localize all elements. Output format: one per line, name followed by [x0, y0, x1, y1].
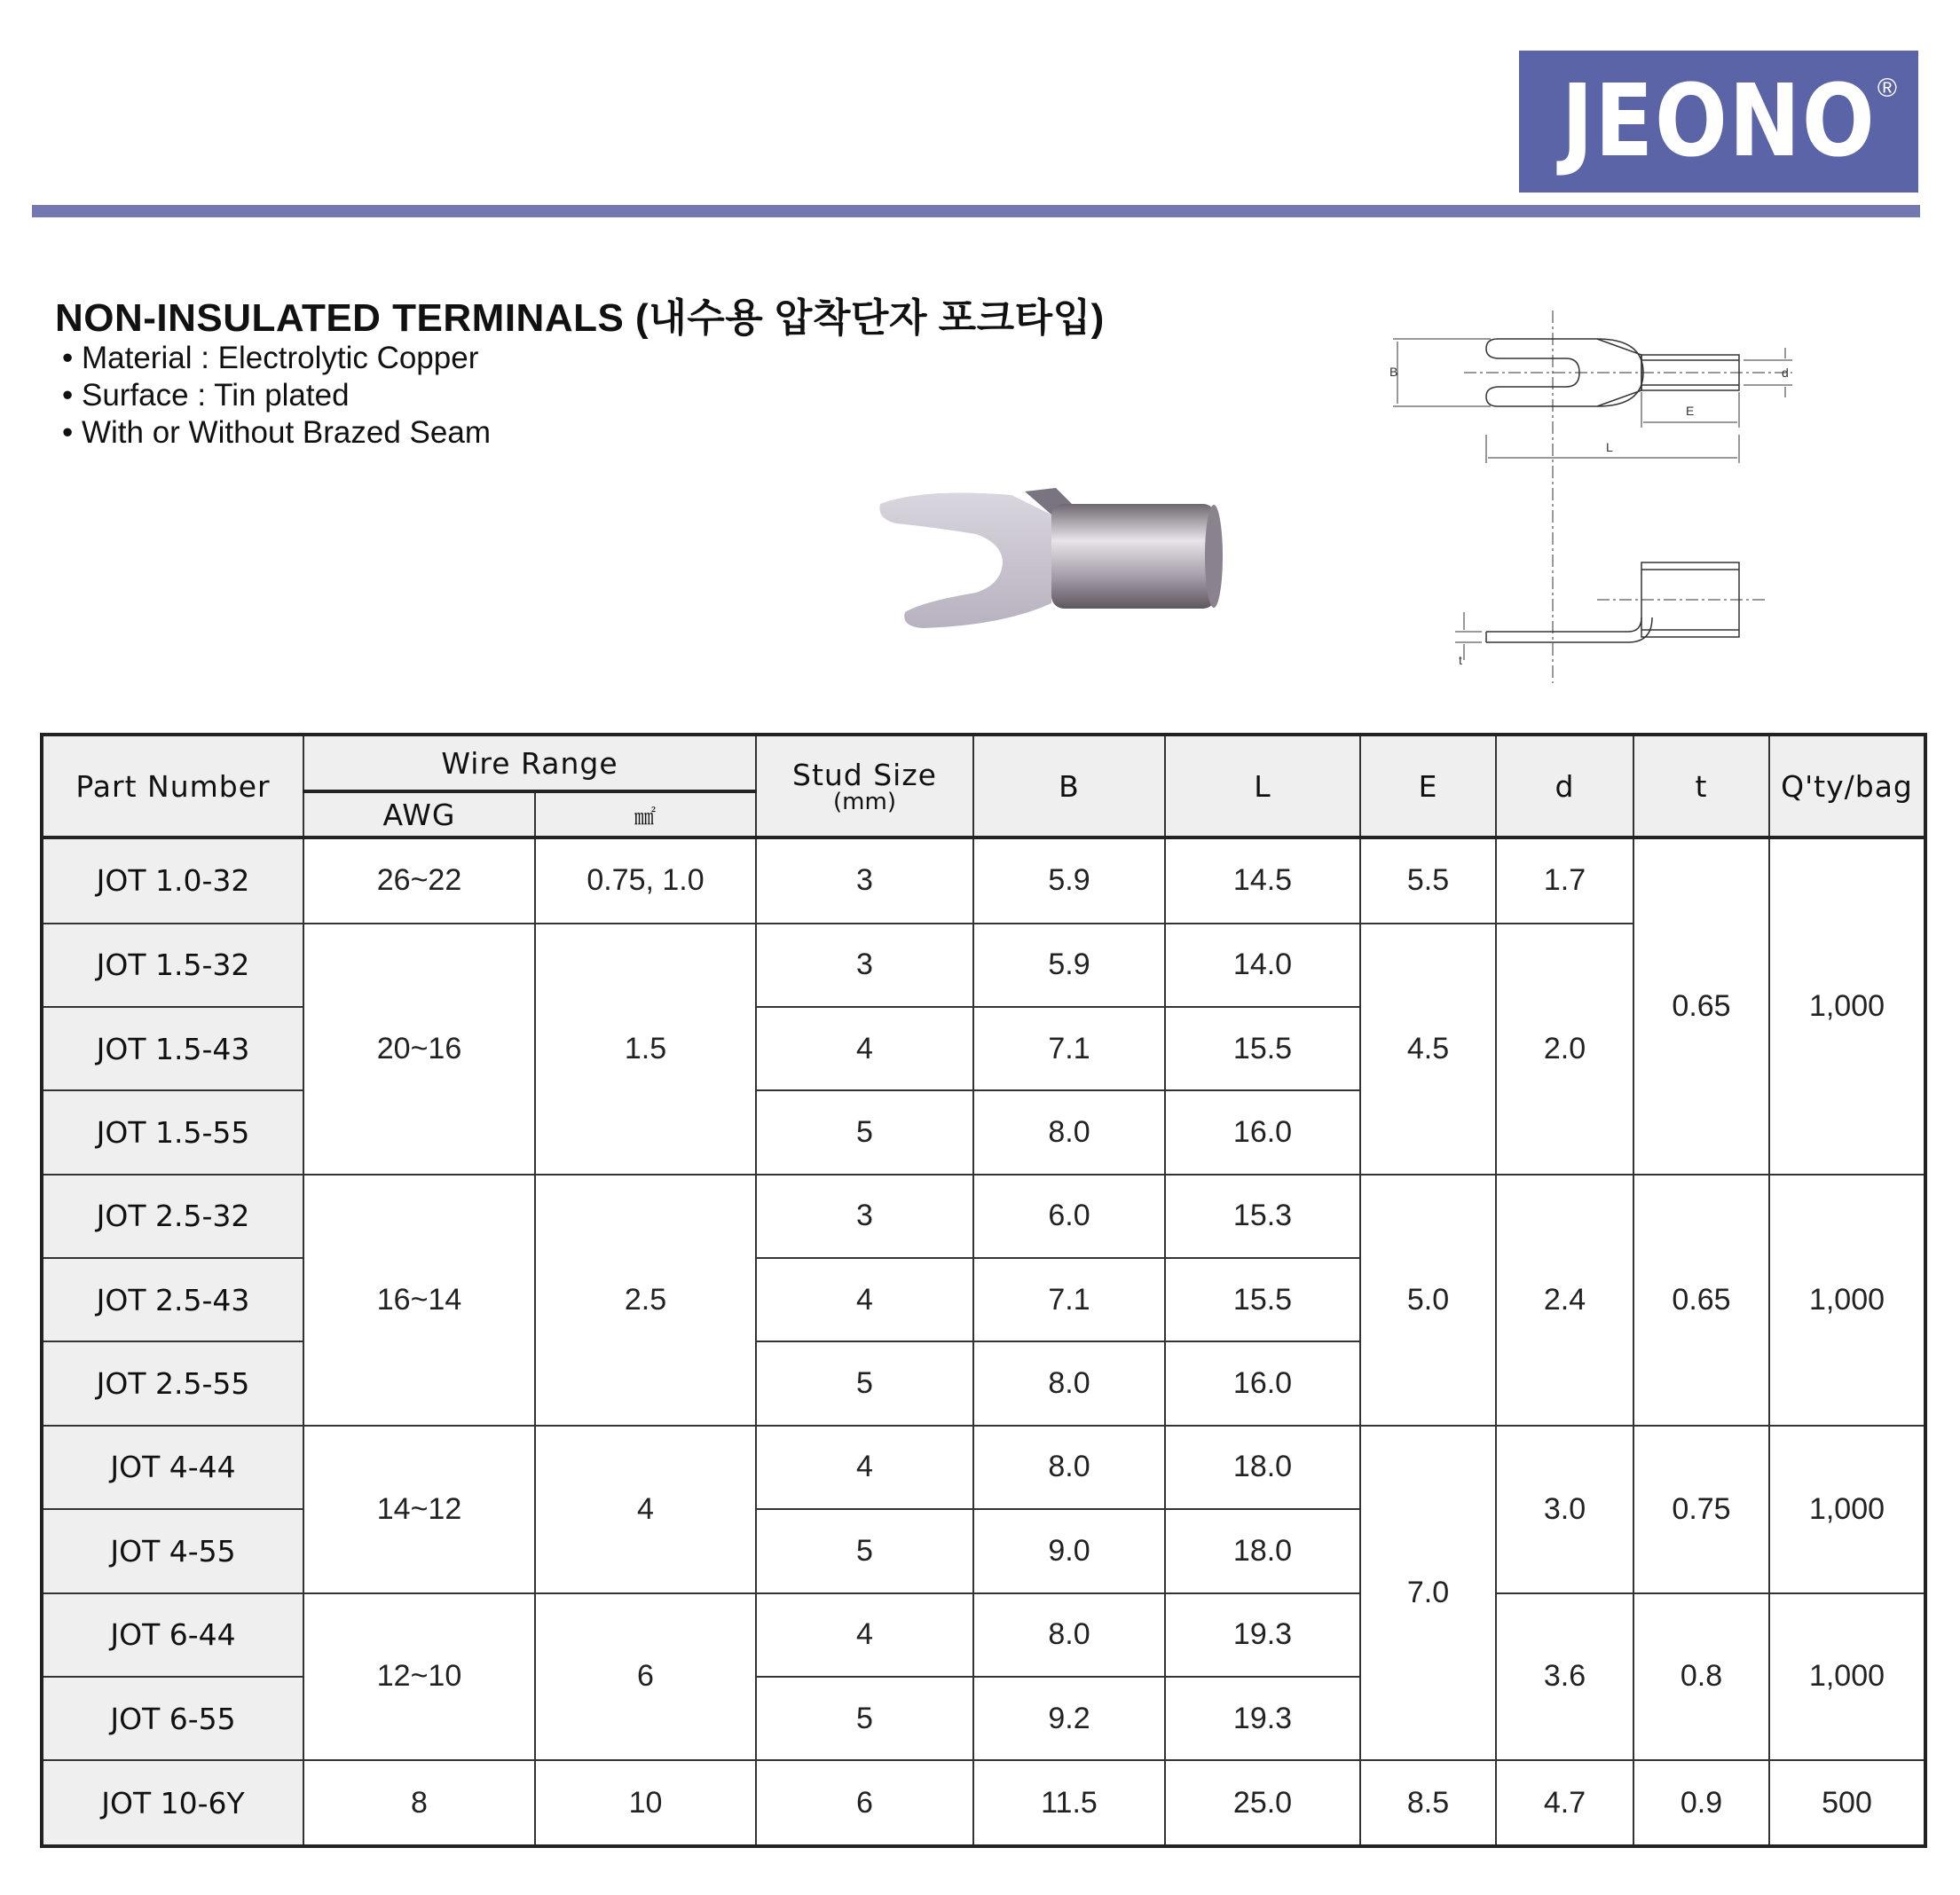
b-value: 7.1	[973, 1258, 1165, 1341]
b-value: 8.0	[973, 1090, 1165, 1174]
l-value: 15.5	[1165, 1258, 1360, 1341]
awg-value: 16~14	[303, 1175, 535, 1426]
header-b: B	[973, 735, 1165, 837]
l-value: 14.0	[1165, 924, 1360, 1007]
header-awg: AWG	[303, 791, 535, 837]
awg-value: 26~22	[303, 837, 535, 924]
d-value: 4.7	[1496, 1760, 1633, 1846]
l-value: 16.0	[1165, 1341, 1360, 1425]
b-value: 9.2	[973, 1677, 1165, 1760]
part-number: JOT 10-6Y	[42, 1760, 303, 1846]
b-value: 11.5	[973, 1760, 1165, 1846]
l-value: 18.0	[1165, 1426, 1360, 1509]
t-value: 0.65	[1633, 837, 1769, 1175]
part-number: JOT 4-55	[42, 1509, 303, 1592]
awg-value: 20~16	[303, 924, 535, 1175]
stud-value: 4	[756, 1258, 973, 1341]
bullet-material: • Material : Electrolytic Copper	[62, 340, 491, 377]
l-value: 25.0	[1165, 1760, 1360, 1846]
d-value: 3.0	[1496, 1426, 1633, 1593]
t-value: 0.65	[1633, 1175, 1769, 1426]
qty-value: 1,000	[1769, 1593, 1925, 1761]
l-value: 15.3	[1165, 1175, 1360, 1258]
t-value: 0.75	[1633, 1426, 1769, 1593]
terminal-photo	[870, 479, 1224, 639]
header-mm2: ㎟	[535, 791, 756, 837]
header-stud-unit: (mm)	[833, 788, 896, 815]
stud-value: 5	[756, 1090, 973, 1174]
l-value: 19.3	[1165, 1677, 1360, 1760]
b-value: 5.9	[973, 924, 1165, 1007]
b-value: 6.0	[973, 1175, 1165, 1258]
d-value: 2.0	[1496, 924, 1633, 1175]
b-value: 8.0	[973, 1341, 1165, 1425]
part-number: JOT 6-44	[42, 1593, 303, 1677]
qty-value: 1,000	[1769, 837, 1925, 1175]
page-title: NON-INSULATED TERMINALS (내수용 압착단자 포크타입)	[55, 296, 1105, 340]
e-value: 8.5	[1360, 1760, 1496, 1846]
header-part-number: Part Number	[42, 735, 303, 837]
l-value: 19.3	[1165, 1593, 1360, 1677]
d-value: 3.6	[1496, 1593, 1633, 1761]
t-value: 0.9	[1633, 1760, 1769, 1846]
bullet-surface: • Surface : Tin plated	[62, 377, 491, 414]
stud-value: 3	[756, 924, 973, 1007]
qty-value: 500	[1769, 1760, 1925, 1846]
l-value: 18.0	[1165, 1509, 1360, 1592]
l-value: 16.0	[1165, 1090, 1360, 1174]
header-l: L	[1165, 735, 1360, 837]
part-number: JOT 2.5-32	[42, 1175, 303, 1258]
l-value: 15.5	[1165, 1007, 1360, 1090]
b-value: 9.0	[973, 1509, 1165, 1592]
b-value: 5.9	[973, 837, 1165, 924]
header-rule	[32, 205, 1920, 217]
brand-logo	[1519, 51, 1918, 193]
stud-value: 5	[756, 1341, 973, 1425]
awg-value: 14~12	[303, 1426, 535, 1593]
t-value: 0.8	[1633, 1593, 1769, 1761]
part-number: JOT 2.5-55	[42, 1341, 303, 1425]
part-number: JOT 4-44	[42, 1426, 303, 1509]
stud-value: 4	[756, 1426, 973, 1509]
part-number: JOT 1.0-32	[42, 837, 303, 924]
header-e: E	[1360, 735, 1496, 837]
stud-value: 3	[756, 837, 973, 924]
l-value: 14.5	[1165, 837, 1360, 924]
dim-label-l: L	[1606, 440, 1613, 454]
dim-label-e: E	[1686, 404, 1695, 418]
part-number: JOT 1.5-43	[42, 1007, 303, 1090]
qty-value: 1,000	[1769, 1175, 1925, 1426]
e-value: 5.0	[1360, 1175, 1496, 1426]
spec-table	[40, 733, 1927, 1848]
dim-label-b: B	[1389, 365, 1398, 379]
mm2-value: 4	[535, 1426, 756, 1593]
d-value: 2.4	[1496, 1175, 1633, 1426]
awg-value: 8	[303, 1760, 535, 1846]
part-number: JOT 6-55	[42, 1677, 303, 1760]
d-value: 1.7	[1496, 837, 1633, 924]
part-number: JOT 1.5-55	[42, 1090, 303, 1174]
bullet-seam: • With or Without Brazed Seam	[62, 414, 491, 452]
header-stud-size-label: Stud Size	[792, 757, 937, 792]
mm2-value: 10	[535, 1760, 756, 1846]
mm2-value: 6	[535, 1593, 756, 1761]
b-value: 7.1	[973, 1007, 1165, 1090]
mm2-value: 0.75, 1.0	[535, 837, 756, 924]
e-value: 7.0	[1360, 1426, 1496, 1760]
qty-value: 1,000	[1769, 1426, 1925, 1593]
e-value: 5.5	[1360, 837, 1496, 924]
header-stud-size	[756, 735, 973, 837]
registered-mark: ®	[1877, 74, 1897, 103]
dim-label-d: d	[1782, 366, 1789, 380]
stud-value: 4	[756, 1007, 973, 1090]
header-t: t	[1633, 735, 1769, 837]
stud-value: 5	[756, 1509, 973, 1592]
mm2-value: 1.5	[535, 924, 756, 1175]
brand-name: JEONO	[1561, 64, 1877, 179]
awg-value: 12~10	[303, 1593, 535, 1761]
stud-value: 6	[756, 1760, 973, 1846]
stud-value: 4	[756, 1593, 973, 1677]
part-number: JOT 2.5-43	[42, 1258, 303, 1341]
stud-value: 3	[756, 1175, 973, 1258]
b-value: 8.0	[973, 1426, 1165, 1509]
e-value: 4.5	[1360, 924, 1496, 1175]
header-qty: Q'ty/bag	[1769, 735, 1925, 837]
spec-bullets	[62, 340, 491, 452]
dimension-drawing	[1331, 302, 1828, 683]
part-number: JOT 1.5-32	[42, 924, 303, 1007]
header-wire-range: Wire Range	[303, 735, 756, 791]
mm2-value: 2.5	[535, 1175, 756, 1426]
header-d: d	[1496, 735, 1633, 837]
b-value: 8.0	[973, 1593, 1165, 1677]
dim-label-t: t	[1459, 653, 1462, 667]
stud-value: 5	[756, 1677, 973, 1760]
